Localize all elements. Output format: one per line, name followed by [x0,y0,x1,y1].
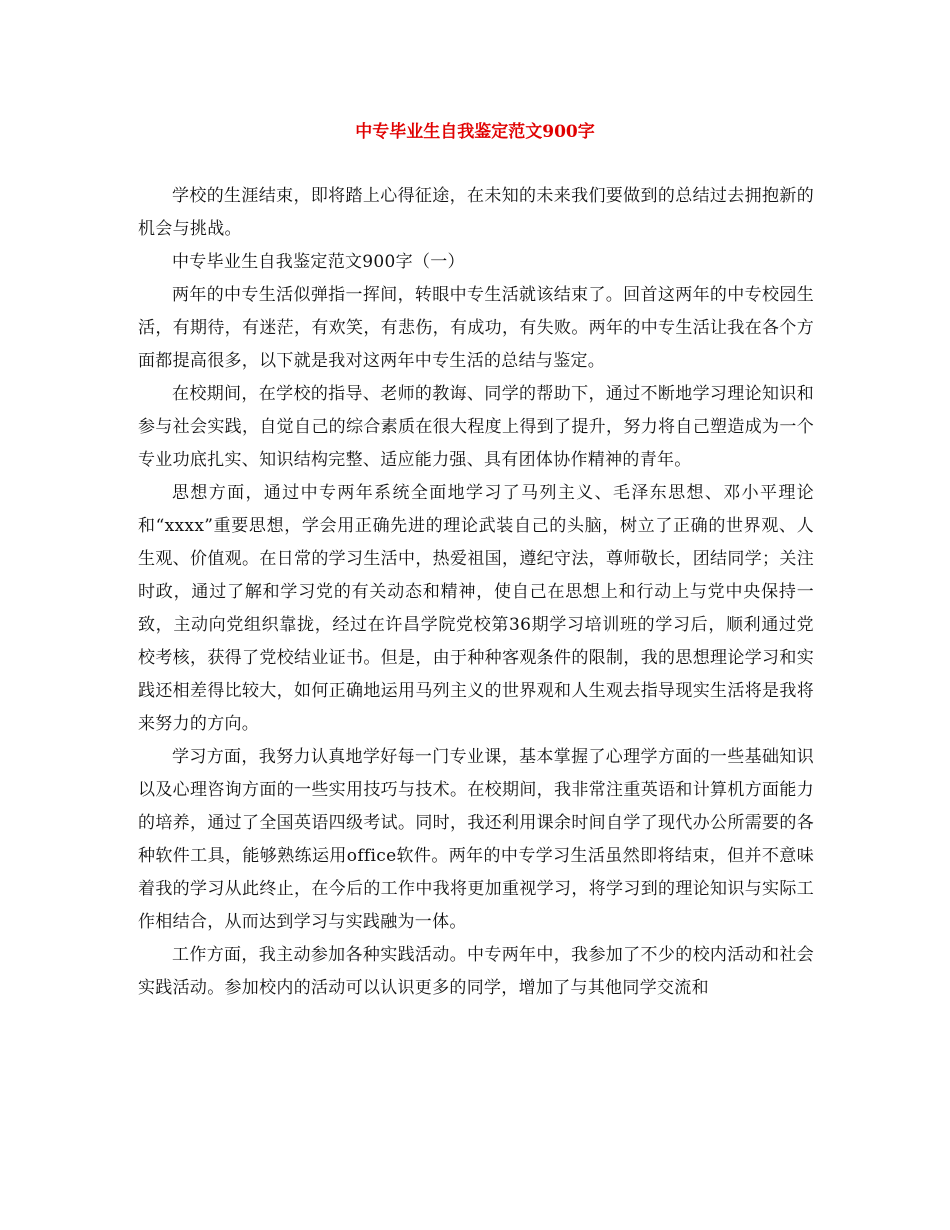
paragraph-overview: 两年的中专生活似弹指一挥间，转眼中专生活就该结束了。回首这两年的中专校园生活，有期待，有迷茫，有欢笑，有悲伤，有成功，有失败。两年的中专生活让我在各个方面都提高很多，以下就是我对这两年中专生活的总结与鉴定。 [138,285,814,371]
document-title: 中专毕业生自我鉴定范文900字 [355,122,595,142]
paragraph-study: 学习方面，我努力认真地学好每一门专业课，基本掌握了心理学方面的一些基础知识以及心理咨询方面的一些实用技巧与技术。在校期间，我非常注重英语和计算机方面能力的培养，通过了全国英语四级考试。同时，我还利用课余时间自学了现代办公所需要的各种软件工具，能够熟练运用office软件。两年的中专学习生活虽然即将结束，但并不意味着我的学习从此终止，在今后的工作中我将更加重视学习，将学习到的理论知识与实际工作相结合，从而达到学习与实践融为一体。 [138,747,814,932]
paragraph-thought: 思想方面，通过中专两年系统全面地学习了马列主义、毛泽东思想、邓小平理论和“xxxx”重要思想，学会用正确先进的理论武装自己的头脑，树立了正确的世界观、人生观、价值观。在日常的学习生活中，热爱祖国，遵纪守法，尊师敬长，团结同学；关注时政，通过了解和学习党的有关动态和精神，使自己在思想上和行动上与党中央保持一致，主动向党组织靠拢，经过在许昌学院党校第36期学习培训班的学习后，顺利通过党校考核，获得了党校结业证书。但是，由于种种客观条件的限制，我的思想理论学习和实践还相差得比较大，如何正确地运用马列主义的世界观和人生观去指导现实生活将是我将来努力的方向。 [138,483,814,734]
document-body [138,180,814,1005]
paragraph-school: 在校期间，在学校的指导、老师的教诲、同学的帮助下，通过不断地学习理论知识和参与社会实践，自觉自己的综合素质在很大程度上得到了提升，努力将自己塑造成为一个专业功底扎实、知识结构完整、适应能力强、具有团体协作精神的青年。 [138,384,814,470]
paragraph-work: 工作方面，我主动参加各种实践活动。中专两年中，我参加了不少的校内活动和社会实践活动。参加校内的活动可以认识更多的同学，增加了与其他同学交流和 [138,945,814,998]
paragraph-subtitle: 中专毕业生自我鉴定范文900字（一） [172,252,465,272]
paragraph-intro: 学校的生涯结束，即将踏上心得征途，在未知的未来我们要做到的总结过去拥抱新的机会与挑战。 [138,186,814,239]
